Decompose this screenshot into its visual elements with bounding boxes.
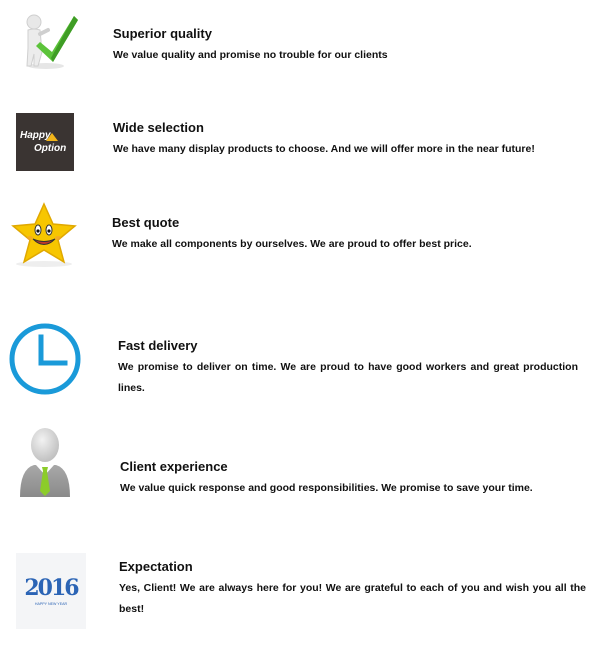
feature-description: We promise to deliver on time. We are proud to have good workers and great production lines. — [118, 361, 578, 394]
feature-description: We value quality and promise no trouble for our clients — [113, 49, 388, 61]
year-2016-icon — [16, 553, 86, 629]
feature-title: Best quote — [112, 215, 180, 230]
checkmark-figure-icon — [18, 8, 80, 70]
feature-title: Superior quality — [113, 26, 212, 41]
feature-title: Wide selection — [113, 120, 204, 135]
feature-description: We have many display products to choose. And we will offer more in the near future! — [113, 143, 535, 155]
feature-description: We value quick response and good responsibilities. We promise to save your time. — [120, 482, 533, 494]
feature-description: We make all components by ourselves. We are proud to offer best price. — [112, 238, 472, 250]
feature-title: Fast delivery — [118, 338, 198, 353]
smiling-star-icon — [8, 200, 80, 270]
businessman-avatar-icon — [18, 425, 72, 501]
year-caption: HAPPY NEW YEAR — [34, 602, 68, 606]
feature-title: Client experience — [120, 459, 228, 474]
logo-word-option: Option — [34, 143, 67, 154]
feature-description: Yes, Client! We are always here for you! We are grateful to each of you and wish you all the best! — [119, 582, 586, 615]
clock-icon — [9, 323, 81, 395]
year-number: 2016 — [24, 575, 78, 601]
logo-word-happy: Happy — [20, 130, 51, 141]
feature-title: Expectation — [119, 559, 193, 574]
happy-option-logo — [16, 113, 74, 171]
